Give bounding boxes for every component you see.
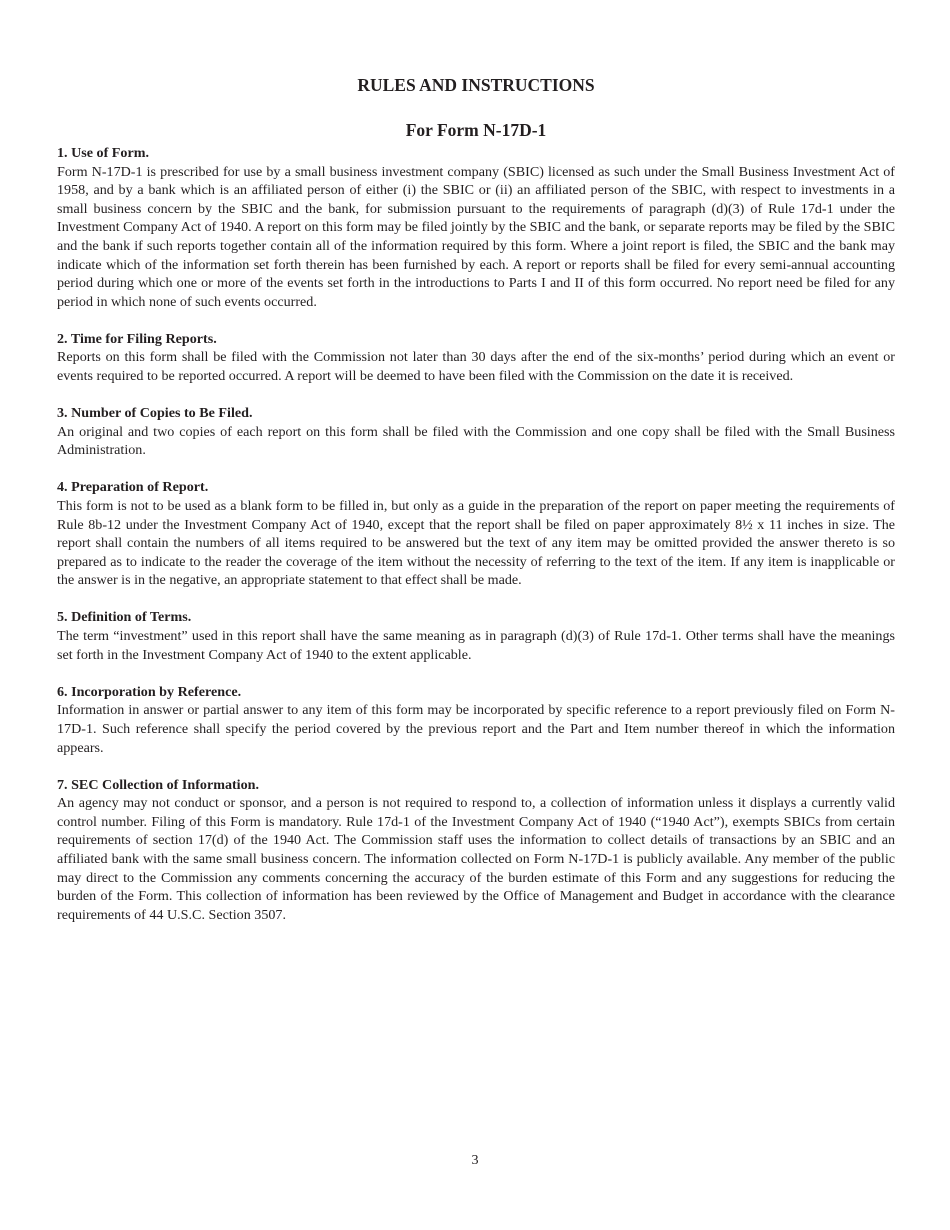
- section-text: Reports on this form shall be filed with the Commission not later than 30 days after the end of the six-months’ period during which an event or events required to be reported occurred. A report will be deemed to have been filed with the Commission on the date it is received.: [57, 349, 895, 385]
- section-heading: 2. Time for Filing Reports.: [57, 330, 217, 347]
- section-time-for-filing: [57, 330, 895, 386]
- instructions-body: [57, 144, 895, 943]
- section-heading: 1. Use of Form.: [57, 145, 149, 161]
- section-text: This form is not to be used as a blank form to be filled in, but only as a guide in the preparation of the report on paper meeting the requirements of Rule 8b-12 under the Investment Company Act of 1940, except that the report shall be filed on paper approximately 8½ x 11 inches in size. The report shall contain the numbers of all items required to be answered but the text of any item may be omitted provided the answer thereto is so prepared as to indicate to the reader the coverage of the item without the necessity of referring to the text of the item. If any item is inapplicable or the answer is in the negative, an appropriate statement to that effect shall be made.: [57, 498, 895, 589]
- section-preparation-of-report: [57, 478, 895, 590]
- section-heading: 3. Number of Copies to Be Filed.: [57, 405, 253, 422]
- section-text: Information in answer or partial answer to any item of this form may be incorporated by specific reference to a report previously filed on Form N-17D-1. Such reference shall specify the period covered by the previous report and the Part and Item number thereof in which the information appears.: [57, 702, 895, 756]
- section-text: An original and two copies of each report on this form shall be filed with the Commission and one copy shall be filed with the Small Business Administration.: [57, 423, 895, 459]
- document-title: RULES AND INSTRUCTIONS: [357, 75, 595, 95]
- section-use-of-form: [57, 144, 895, 311]
- section-heading: 5. Definition of Terms.: [57, 609, 192, 626]
- section-text: The term “investment” used in this report shall have the same meaning as in paragraph (d)(3) of Rule 17d-1. Other terms shall have the meanings set forth in the Investment Company Act of 1940 to the extent applicable.: [57, 628, 895, 663]
- section-incorporation-by-reference: [57, 683, 895, 757]
- section-text: Form N-17D-1 is prescribed for use by a small business investment company (SBIC) licensed as such under the Small Business Investment Act of 1958, and by a bank which is an affiliated person of either (i) the SBIC or (ii) an affiliated person of the SBIC, with respect to investments in a small business concern by the SBIC and the bank, for submission pursuant to the requirements of paragraph (d)(3) of Rule 17d-1 under the Investment Company Act of 1940. A report on this form may be filed jointly by the SBIC and the bank, or separate reports may be filed by the SBIC and the bank if such reports together contain all of the information required by this form. Where a joint report is filed, the SBIC and the bank may indicate which of the information set forth therein has been furnished by each. A report or reports shall be filed for every semi-annual accounting period during which one or more of the events set forth in the introductions to Parts I and II of this form occurred. No report need be filed for any period in which none of such events occurred.: [57, 163, 895, 310]
- section-text: An agency may not conduct or sponsor, and a person is not required to respond to, a collection of information unless it displays a currently valid control number. Filing of this Form is mandatory. Rule 17d-1 of the Investment Company Act of 1940 (“1940 Act”), exempts SBICs from certain requirements of section 17(d) of the 1940 Act. The Commission staff uses the information to collect details of transactions by an SBIC and an affiliated bank with the same small business concern. The information collected on Form N-17D-1 is publicly available. Any member of the public may direct to the Commission any comments concerning the accuracy of the burden estimate of this Form and any suggestions for reducing the burden of the Form. This collection of information has been reviewed by the Office of Management and Budget in accordance with the clearance requirements of 44 U.S.C. Section 3507.: [57, 795, 895, 923]
- section-heading: 4. Preparation of Report.: [57, 479, 209, 496]
- section-sec-collection: [57, 776, 895, 925]
- section-heading: 6. Incorporation by Reference.: [57, 683, 242, 700]
- section-number-of-copies: [57, 404, 895, 460]
- section-definition-of-terms: [57, 608, 895, 664]
- section-heading: 7. SEC Collection of Information.: [57, 776, 260, 793]
- document-subtitle: For Form N-17D-1: [405, 120, 547, 140]
- page-number: 3: [471, 1152, 479, 1168]
